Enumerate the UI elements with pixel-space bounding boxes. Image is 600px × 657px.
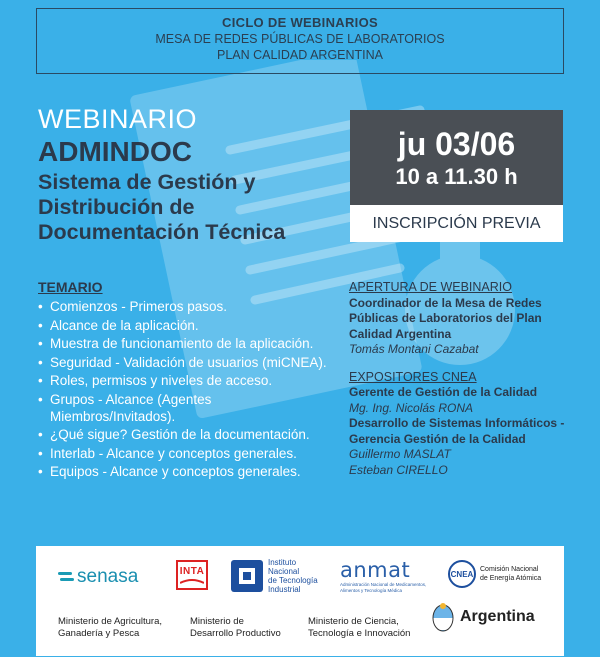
inti-logo: Instituto Nacional de Tecnología Industrial	[230, 558, 318, 594]
expositor-person-1: Mg. Ing. Nicolás RONA	[349, 400, 474, 415]
list-item: • ¿Qué sigue? Gestión de la documentación.	[38, 427, 310, 442]
cnea-badge-icon: CNEA	[448, 560, 476, 588]
list-item: • Roles, permisos y niveles de acceso.	[38, 373, 273, 388]
subtitle-line-1: Sistema de Gestión y	[38, 170, 256, 194]
cnea-logo: CNEA Comisión Nacional de Energía Atómica	[448, 560, 541, 588]
inti-square-icon	[230, 559, 264, 593]
event-time: 10 a 11.30 h	[395, 164, 518, 189]
senasa-logo: senasa	[58, 566, 138, 588]
anmat-logo: anmat Administración Nacional de Medicamentos, Alimentos y Tecnología Médica	[340, 558, 427, 593]
list-item: • Seguridad - Validación de usuarios (miCNEA).	[38, 354, 327, 370]
header-line-1: CICLO DE WEBINARIOS	[222, 15, 378, 30]
inta-logo: INTA	[176, 560, 208, 590]
list-item: • Grupos - Alcance (Agentes Miembros/Invitados).	[38, 391, 212, 424]
list-item: • Interlab - Alcance y conceptos generales.	[38, 445, 297, 461]
apertura-title: APERTURA DE WEBINARIO	[349, 280, 512, 294]
ministry-ciencia: Ministerio de Ciencia, Tecnología e Innovación	[308, 616, 411, 639]
subtitle-line-2: Distribución de	[38, 195, 195, 219]
apertura-role-1: Coordinador de la Mesa de Redes	[349, 295, 542, 310]
temario-title: TEMARIO	[38, 279, 103, 295]
footer-logos	[36, 546, 564, 656]
expositores-title: EXPOSITORES CNEA	[349, 369, 477, 384]
webinar-label: WEBINARIO	[38, 104, 198, 134]
ministry-desarrollo: Ministerio de Desarrollo Productivo	[190, 616, 281, 639]
date-box	[350, 110, 563, 205]
apertura-role-3: Calidad Argentina	[349, 326, 452, 341]
speakers-column	[349, 280, 579, 478]
argentina-logo: Argentina	[432, 602, 535, 632]
list-item: • Muestra de funcionamiento de la aplicación.	[38, 336, 314, 351]
list-item: • Equipos - Alcance y conceptos generales.	[38, 464, 301, 479]
senasa-icon	[58, 570, 74, 584]
apertura-role-2: Públicas de Laboratorios del Plan	[349, 311, 542, 325]
webinar-subtitle	[38, 170, 358, 245]
temario-list	[38, 298, 338, 482]
expositor-role-2a: Desarrollo de Sistemas Informáticos -	[349, 416, 565, 430]
expositor-person-3: Esteban CIRELLO	[349, 462, 448, 477]
list-item: • Alcance de la aplicación.	[38, 317, 199, 333]
apertura-person: Tomás Montani Cazabat	[349, 342, 479, 356]
registration-button[interactable]: INSCRIPCIÓN PREVIA	[350, 205, 563, 242]
expositor-role-1: Gerente de Gestión de la Calidad	[349, 385, 538, 399]
expositor-role-2b: Gerencia Gestión de la Calidad	[349, 431, 526, 446]
national-shield-icon	[432, 602, 454, 632]
subtitle-line-3: Documentación Técnica	[38, 220, 286, 244]
header-line-3: PLAN CALIDAD ARGENTINA	[216, 48, 383, 62]
list-item: • Comienzos - Primeros pasos.	[38, 299, 228, 314]
webinar-name: ADMINDOC	[38, 136, 192, 167]
ministry-agricultura: Ministerio de Agricultura, Ganadería y Pesca	[58, 616, 163, 639]
header-box	[36, 8, 564, 74]
event-date: ju 03/06	[397, 126, 516, 162]
header-line-2: MESA DE REDES PÚBLICAS DE LABORATORIOS	[155, 32, 445, 46]
inta-field-icon	[180, 577, 204, 585]
expositor-person-2: Guillermo MASLAT	[349, 447, 451, 461]
